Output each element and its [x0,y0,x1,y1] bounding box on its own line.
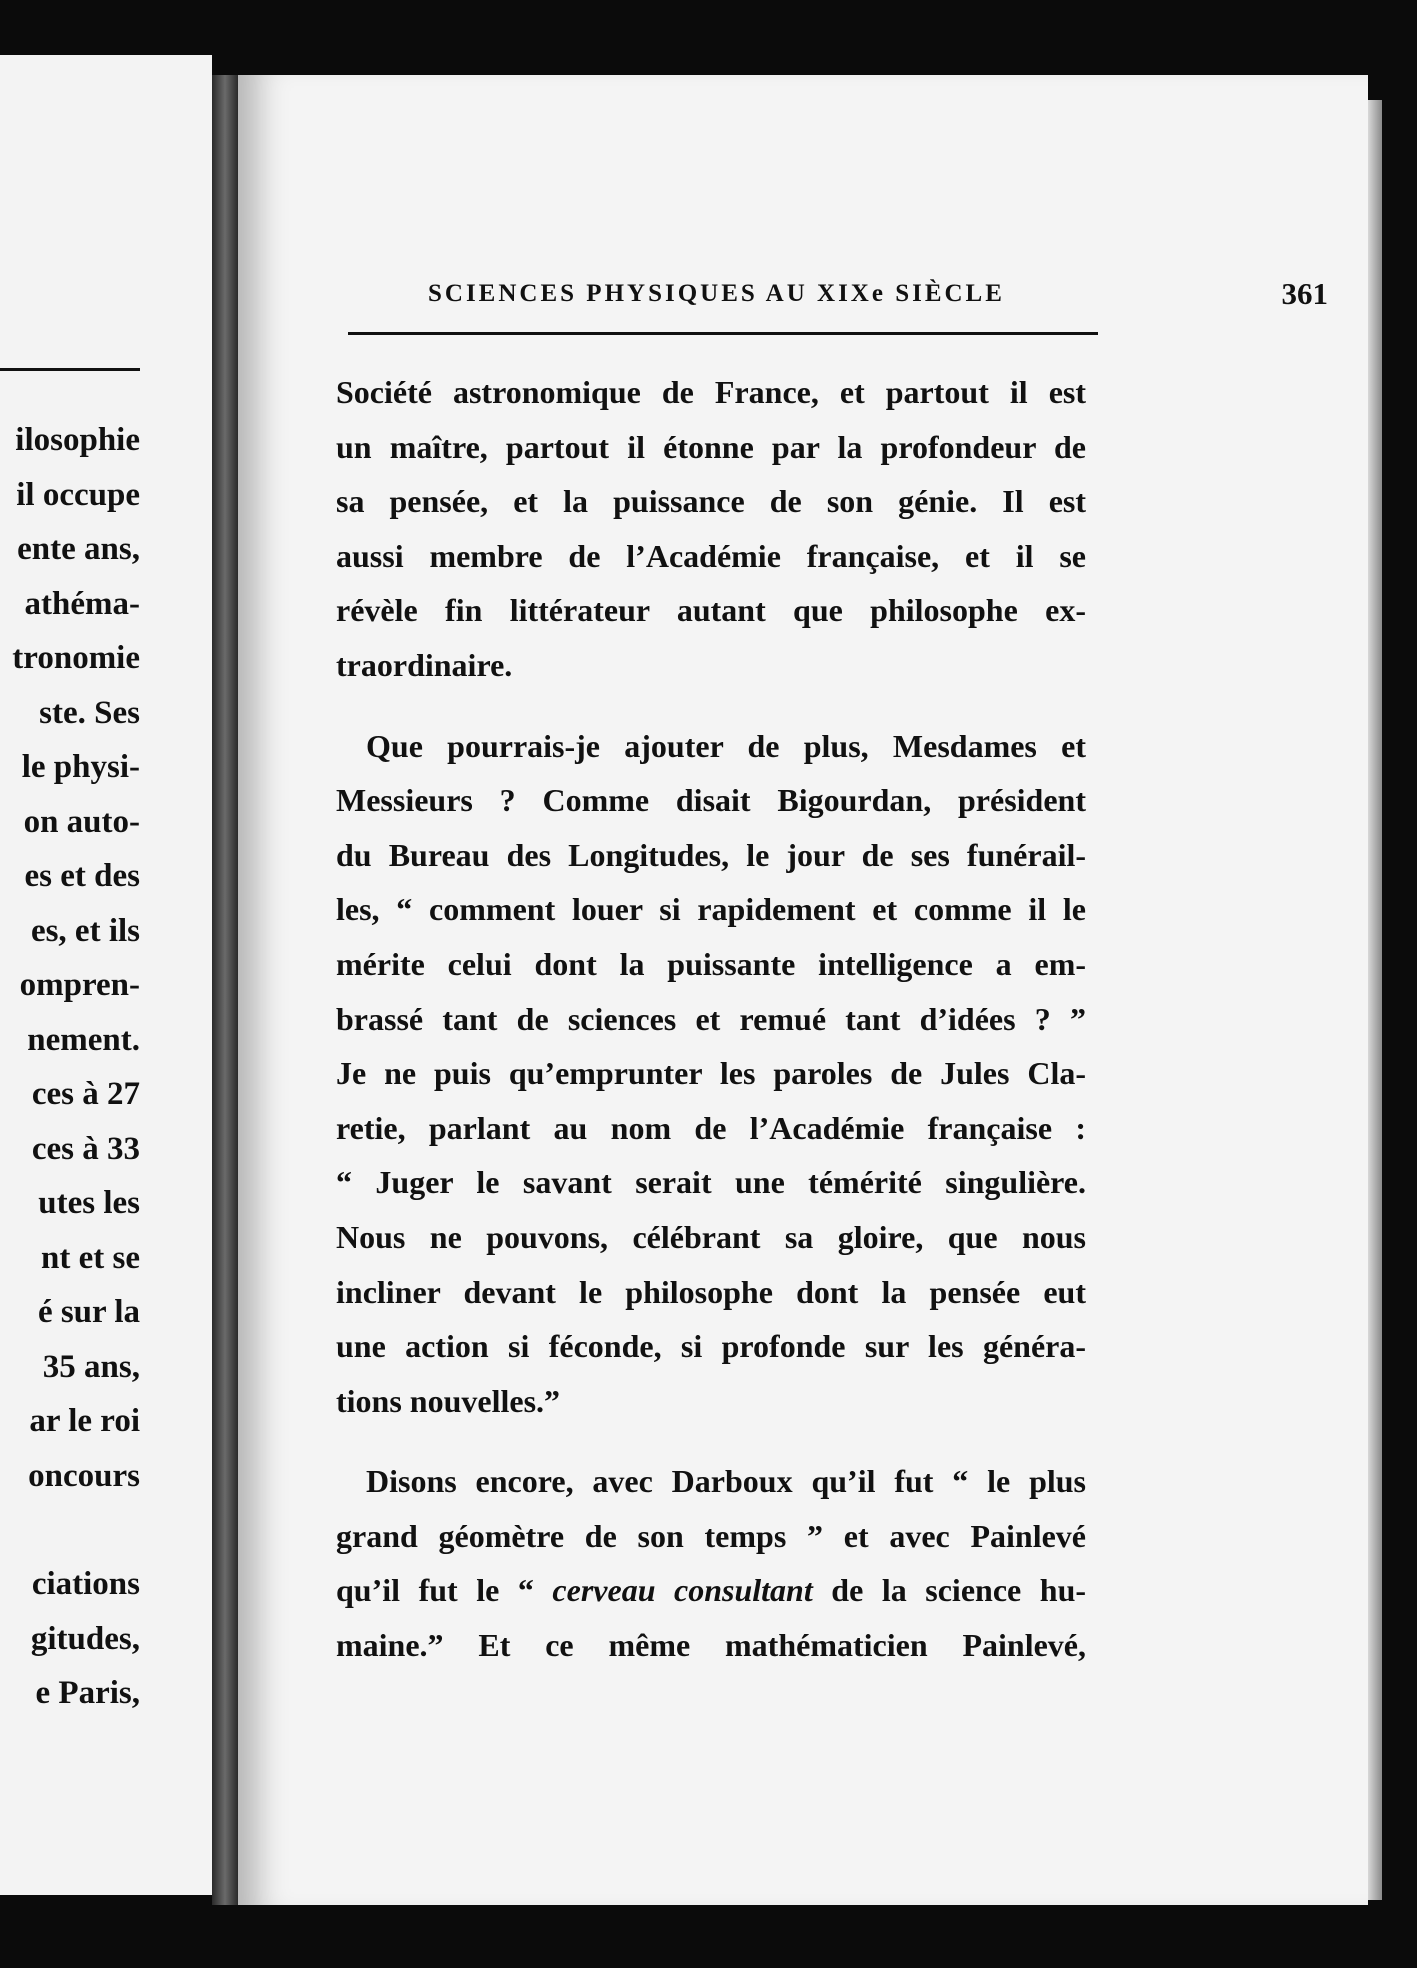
left-line: ilosophie [15,422,140,458]
left-line: nt et se [41,1239,140,1276]
paragraph-gap [336,1428,1086,1454]
text-line: tions nouvelles.” [336,1382,561,1419]
left-line: ompren- [19,967,140,1003]
left-line: ciations [31,1566,140,1602]
page-edge [1368,100,1382,1900]
text-line: Disons encore, avec Darboux qu’il fut “ le plus [366,1463,1086,1500]
text-line: Que pourrais-je ajouter de plus, Mesdames et [366,727,1086,764]
left-line: e Paris, [35,1675,140,1711]
text-line: un maître, partout il étonne par la profondeur de [336,428,1086,465]
text-line: Messieurs ? Comme disait Bigourdan, président [336,782,1086,819]
text-line: révèle fin littérateur autant que philosophe ex- [336,592,1086,629]
text-line: traordinaire. [336,646,513,683]
text-span: de la science hu- [812,1572,1087,1609]
text-line: mérite celui dont la puissante intelligence a em- [336,945,1086,982]
left-line: on auto- [23,803,140,840]
left-line: nement. [27,1021,140,1058]
left-line: é sur la [37,1294,140,1330]
left-paragraph-gap [12,1503,140,1557]
text-line: maine.” Et ce même mathématicien Painlevé, [336,1627,1086,1664]
left-line: es et des [24,858,140,894]
left-line: ar le roi [29,1403,140,1439]
text-line: Nous ne pouvons, célébrant sa gloire, que nous [336,1218,1086,1255]
left-line: ces à 27 [31,1076,140,1112]
left-line: oncours [28,1457,140,1494]
left-line: utes les [38,1185,140,1221]
left-line: le physi- [21,749,140,785]
text-line: “ Juger le savant serait une témérité singulière. [336,1164,1086,1201]
left-page [0,55,212,1895]
left-line: athéma- [24,585,140,622]
text-line: les, “ comment louer si rapidement et comme il le [336,891,1086,928]
paragraph-2 [336,719,1086,1429]
book-gutter [212,75,238,1905]
text-line: grand géomètre de son temps ” et avec Painlevé [336,1517,1086,1554]
italic-phrase: cerveau consultant [552,1572,813,1609]
paragraph-3 [336,1454,1086,1672]
body-text [336,365,1086,1673]
text-line: Société astronomique de France, et partout il est [336,374,1086,410]
text-line: Je ne puis qu’emprunter les paroles de Jules Cla- [336,1055,1086,1092]
running-head [428,276,1328,320]
text-line: du Bureau des Longitudes, le jour de ses funérail- [336,836,1086,873]
left-line: gitudes, [30,1620,140,1657]
left-line: il occupe [16,476,140,513]
header-rule [348,332,1098,335]
left-line: tronomie [12,640,140,676]
text-line: brassé tant de sciences et remué tant d’idées ? ” [336,1000,1086,1037]
paragraph-gap [336,693,1086,719]
right-page [238,75,1368,1905]
left-header-rule [0,368,140,371]
left-line: ste. Ses [39,694,140,731]
paragraph-1 [336,365,1086,693]
text-line: une action si féconde, si profonde sur les généra- [336,1328,1086,1365]
left-line: ente ans, [17,531,140,567]
running-title: SCIENCES PHYSIQUES AU XIXe SIÈCLE [428,280,1005,307]
left-page-text [12,413,140,1721]
page-number: 361 [1281,276,1328,311]
text-line: incliner devant le philosophe dont la pensée eut [336,1273,1086,1310]
left-line: ces à 33 [31,1130,140,1167]
text-line-mixed [336,1563,1086,1618]
left-line: es, et ils [30,912,140,949]
text-line: sa pensée, et la puissance de son génie. Il est [336,483,1086,520]
left-line: 35 ans, [42,1348,140,1385]
text-line: retie, parlant au nom de l’Académie française : [336,1109,1086,1146]
text-line: aussi membre de l’Académie française, et il se [336,537,1086,574]
text-span: qu’il fut le “ [336,1572,553,1609]
